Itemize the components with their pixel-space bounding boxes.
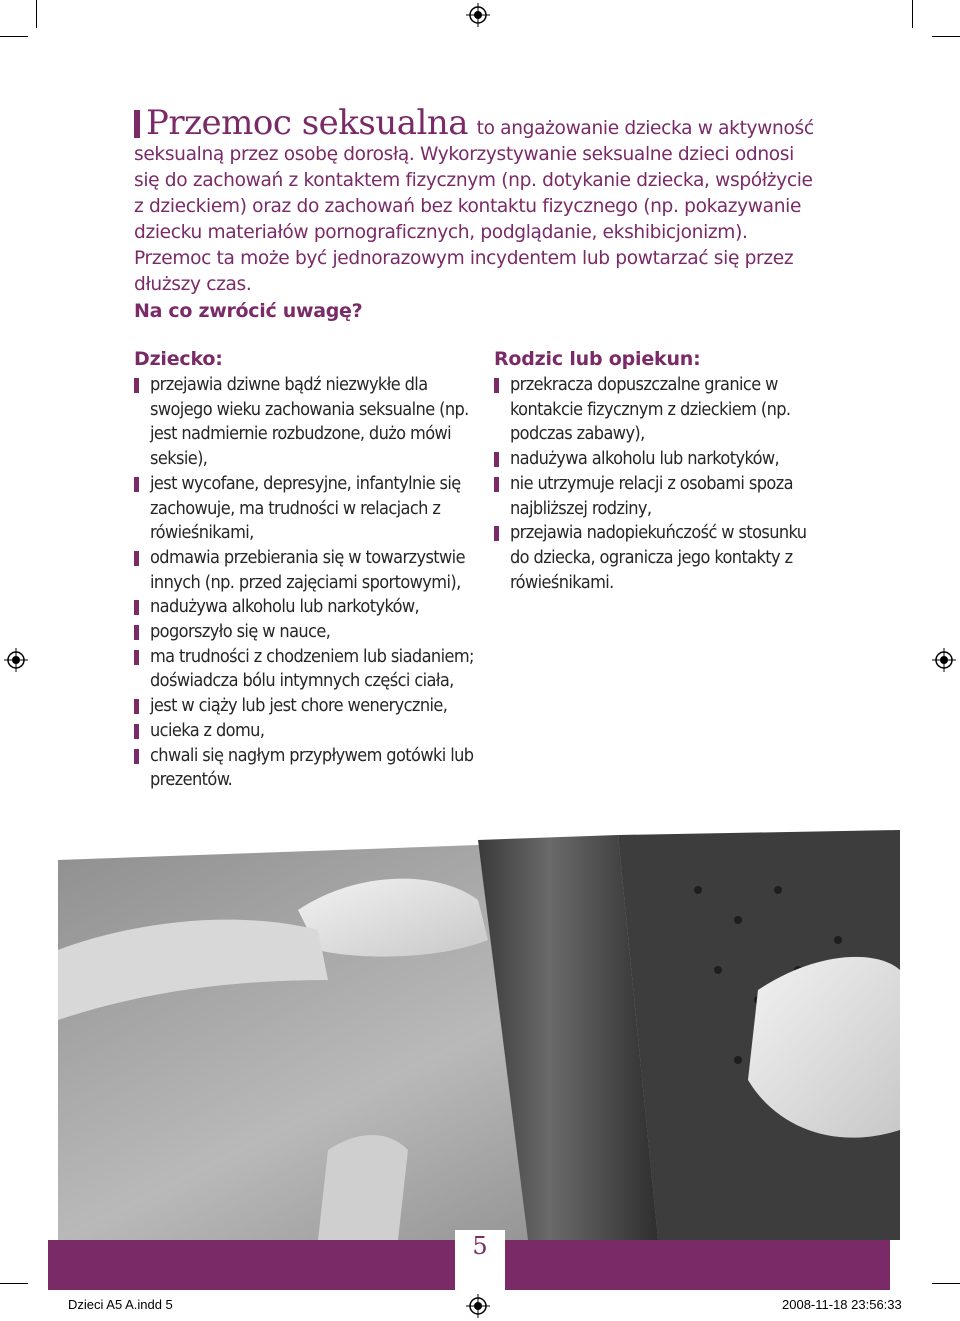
parent-list — [494, 373, 824, 595]
page-number: 5 — [472, 1232, 488, 1260]
crop-mark — [0, 1283, 28, 1284]
child-title: Dziecko: — [134, 348, 223, 370]
crop-mark — [0, 36, 28, 37]
list-item: ucieka z domu, — [134, 719, 474, 744]
child-column — [134, 348, 474, 793]
list-item: przekracza dopuszczalne granice w kontakcie fizycznym z dzieckiem (np. podczas zabawy), — [494, 373, 824, 447]
photo-child-hand-on-door — [58, 830, 900, 1240]
list-item: jest w ciąży lub jest chore wenerycznie, — [134, 694, 474, 719]
crop-mark — [932, 1283, 960, 1284]
parent-title: Rodzic lub opiekun: — [494, 348, 701, 370]
crop-mark — [932, 36, 960, 37]
list-item: nie utrzymuje relacji z osobami spoza najbliższej rodziny, — [494, 472, 824, 521]
list-item: pogorszyło się w nauce, — [134, 620, 474, 645]
list-item: nadużywa alkoholu lub narkotyków, — [134, 595, 474, 620]
list-item: przejawia dziwne bądź niezwykłe dla swojego wieku zachowania seksualne (np. jest nadmiernie rozbudzone, dużo mówi seksie), — [134, 373, 474, 472]
registration-mark-icon — [4, 648, 28, 672]
parent-column — [494, 348, 824, 595]
list-item: chwali się nagłym przypływem gotówki lub prezentów. — [134, 744, 474, 793]
list-item: przejawia nadopiekuńczość w stosunku do dziecka, ogranicza jego kontakty z rówieśnikami. — [494, 521, 824, 595]
section-heading: Przemoc seksualna — [146, 103, 469, 143]
registration-mark-icon — [932, 648, 956, 672]
registration-mark-icon — [466, 3, 490, 27]
registration-mark-icon — [466, 1294, 490, 1318]
footer-filename: Dzieci A5 A.indd 5 — [68, 1297, 173, 1312]
intro-paragraph — [134, 103, 824, 298]
intro-text: to angażowanie dziecka w aktywność seksualną przez osobę dorosłą. Wykorzystywanie seksualne dzieci odnosi się do zachowań z kontaktem fizycznym (np. dotykanie dziecka, współżycie z dzieckiem) oraz do zachowań bez kontaktu fizycznego (np. pokazywanie dziecku materiałów pornograficznych, podglądanie, ekshibicjonizm). Przemoc ta może być jednorazowym incydentem lub powtarzać się przez dłuższy czas. — [134, 118, 814, 295]
footer-timestamp: 2008-11-18 23:56:33 — [782, 1297, 902, 1312]
list-item: ma trudności z chodzeniem lub siadaniem; doświadcza bólu intymnych części ciała, — [134, 645, 474, 694]
list-item: jest wycofane, depresyjne, infantylnie się zachowuje, ma trudności w relacjach z rówieśnikami, — [134, 472, 474, 546]
child-list — [134, 373, 474, 793]
list-item: nadużywa alkoholu lub narkotyków, — [494, 447, 824, 472]
heading-bar — [134, 110, 140, 138]
subheading: Na co zwrócić uwagę? — [134, 300, 363, 322]
crop-mark — [912, 0, 913, 28]
crop-mark — [36, 0, 37, 28]
list-item: odmawia przebierania się w towarzystwie innych (np. przed zajęciami sportowymi), — [134, 546, 474, 595]
